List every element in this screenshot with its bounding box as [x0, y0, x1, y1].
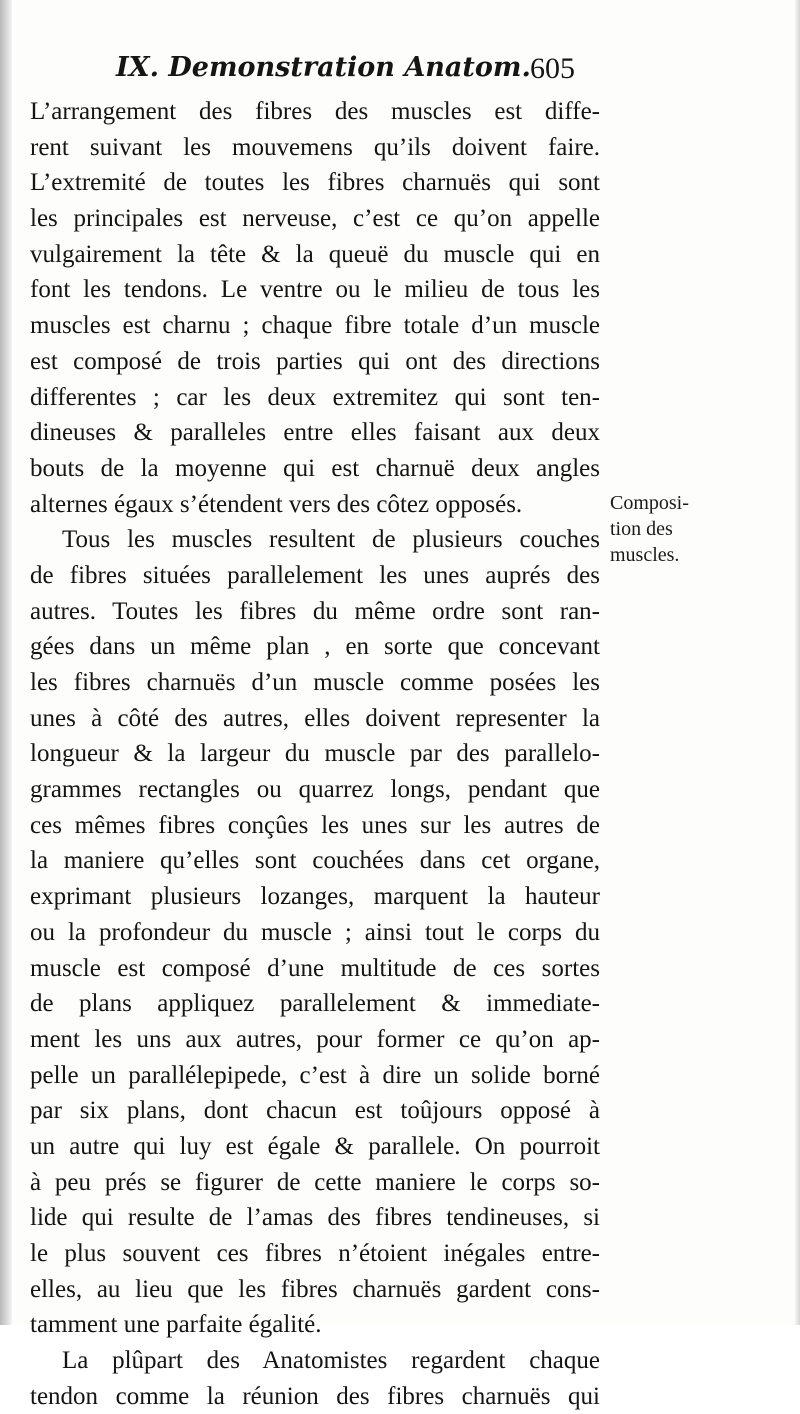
- text-line: gées dans un même plan , en sorte que concevant: [30, 633, 600, 661]
- text-line: autres. Toutes les fibres du même ordre sont ran-: [30, 597, 600, 625]
- text-line: dineuses & paralleles entre elles faisant aux deux: [30, 419, 600, 447]
- text-line: pelle un parallélepipede, c’est à dire un solide borné: [30, 1061, 600, 1089]
- text-line: differentes ; car les deux extremitez qui sont ten-: [30, 383, 600, 411]
- margin-note-line: muscles.: [610, 544, 680, 566]
- text-line: de plans appliquez parallelement & immediate-: [30, 990, 600, 1018]
- text-line: longueur & la largeur du muscle par des parallelo-: [30, 740, 600, 768]
- text-line: ces mêmes fibres conçûes les unes sur les autres de: [30, 811, 600, 839]
- text-line: tamment une parfaite égalité.: [30, 1311, 322, 1339]
- text-line: elles, au lieu que les fibres charnuës gardent cons-: [30, 1275, 600, 1303]
- text-line: de fibres situées parallelement les unes auprés des: [30, 561, 600, 589]
- text-line: ou la profondeur du muscle ; ainsi tout le corps du: [30, 918, 600, 946]
- page-header: [0, 52, 800, 96]
- text-line: muscles est charnu ; chaque fibre totale d’un muscle: [30, 312, 600, 340]
- margin-note-line: Composi-: [610, 492, 689, 514]
- running-head: IX. Demonstration Anatom.: [116, 52, 531, 83]
- text-line: muscle est composé d’une multitude de ces sortes: [30, 954, 600, 982]
- text-line: grammes rectangles ou quarrez longs, pendant que: [30, 776, 600, 804]
- text-line: lide qui resulte de l’amas des fibres tendineuses, si: [30, 1204, 600, 1232]
- page-edge-shadow: [794, 0, 800, 1325]
- text-line: tendon comme la réunion des fibres charnuës qui: [30, 1382, 600, 1410]
- text-line: unes à côté des autres, elles doivent representer la: [30, 704, 600, 732]
- text-line: les fibres charnuës d’un muscle comme posées les: [30, 669, 600, 696]
- text-line: font les tendons. Le ventre ou le milieu de tous les: [30, 276, 600, 304]
- text-line: exprimant plusieurs lozanges, marquent la hauteur: [30, 883, 600, 911]
- page-gutter-shadow: [0, 0, 12, 1325]
- text-line: ment les uns aux autres, pour former ce qu’on ap-: [30, 1025, 600, 1053]
- text-line: à peu prés se figurer de cette maniere le corps so-: [30, 1168, 600, 1196]
- text-line: alternes égaux s’étendent vers des côtez opposés.: [30, 490, 523, 518]
- text-line: les principales est nerveuse, c’est ce qu’on appelle: [30, 205, 600, 233]
- text-line: Tous les muscles resultent de plusieurs couches: [62, 526, 600, 554]
- text-line: est composé de trois parties qui ont des directions: [30, 347, 600, 375]
- text-line: bouts de la moyenne qui est charnuë deux angles: [30, 454, 600, 482]
- margin-note-line: tion des: [610, 518, 673, 540]
- page-number: 605: [530, 52, 575, 85]
- text-line: rent suivant les mouvemens qu’ils doivent faire.: [30, 133, 600, 161]
- text-line: par six plans, dont chacun est toûjours opposé à: [30, 1097, 600, 1125]
- text-line: la maniere qu’elles sont couchées dans cet organe,: [30, 847, 600, 875]
- body-text: [30, 94, 600, 1414]
- text-line: un autre qui luy est égale & parallele. On pourroit: [30, 1132, 600, 1160]
- text-line: le plus souvent ces fibres n’étoient inégales entre-: [30, 1240, 600, 1267]
- text-line: L’arrangement des fibres des muscles est diffe-: [30, 98, 600, 125]
- text-line: La plûpart des Anatomistes regardent chaque: [62, 1347, 600, 1375]
- margin-note: [610, 490, 730, 568]
- text-line: vulgairement la tête & la queuë du muscle qui en: [30, 240, 600, 268]
- text-line: L’extremité de toutes les fibres charnuës qui sont: [30, 169, 600, 197]
